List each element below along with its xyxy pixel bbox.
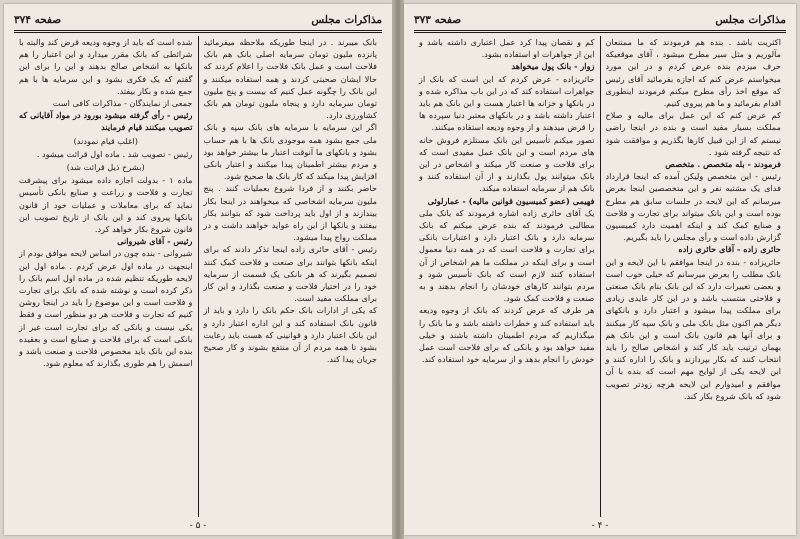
- centered-note: (بشرح ذیل قرائت شد): [66, 162, 145, 173]
- paragraph: کم عرض کنم که این عمل برای مالیه و صلاح مملکت بسیار مفید است و بنده در اینجا راضی نیستم که از این قبیل کارها بگذریم و موافقت شود که نتیجه گرفته شود .: [605, 110, 781, 157]
- paragraph: رئیس - تصویب شد . ماده اول قرائت میشود .: [36, 148, 193, 159]
- left-page-header: [14, 12, 382, 28]
- paragraph: کم و نقصان پیدا کرد عمل اعتباری داشته باشد و این از جواهرات او استفاده بشود.: [419, 37, 595, 60]
- left-page-columns: [14, 36, 382, 517]
- paragraph: حائریزاده - بنده در اینجا موافقم با این لایحه و این بانک مطلب را بعرض میرسانم که خیلی خوب است و بعضی تغییرات دارد که این بانک بنام بانک صنعتی و فلاحتی منتسب باشد و در این کار عایدی زیادی برای مملکت پیدا میشود و اعتبار دارد و بانکهای دیگر هم اکنون مثل بانک ملی و بانک سپه کار میکنند و برای آنها هم قانون بانک است و این بانک هم بهمان ترتیب باید کار کند و اشخاص صالح را باید انتخاب کنند که بکار بپردازند و بانک را اداره کنند و این لایحه یکی از لوایح مهم است که بنده با آن موافقم و امیدوارم این لایحه هرچه زودتر تصویب شود که بانک شروع بکار کند.: [605, 256, 781, 401]
- paragraph: اکثریت باشد . بنده هم فرمودند که ما ممتنعان مآلوریم و مثل سیر مطرح میشود ، آقای موقعیکه حرف میزدم بنده عرض کردم و در این مورد میخواستم عرض کنم که اجازه بفرمائید آقای رئیس که موقع اخذ رأی مطرح میکنم فرمودند اینطوری اقدام بفرمائید و ما هم پیروی کنیم.: [605, 37, 781, 109]
- book-gutter: [392, 0, 404, 539]
- right-page: [404, 4, 796, 535]
- left-page: [4, 4, 392, 535]
- right-page-title: مذاکرات مجلس: [715, 14, 786, 26]
- right-page-header: [414, 12, 786, 28]
- left-page-title: مذاکرات مجلس: [311, 14, 382, 26]
- speaker-line: رئیس - رأی گرفته میشود بورود در مواد آقایانی که تصویب میکنند قیام فرمایند: [19, 110, 193, 133]
- paragraph: هر طرف که عرض کردند که بانک از وجوه ودیعه باید استفاده کند و خطرات داشته باشد و ما بانک را میگذاریم که مردم اطمینان داشته باشند و خیلی مفید خواهد بود و بانکی که برای فلاحت است عمل خودش را انجام بدهد و از سرمایه خود استفاده کند.: [419, 305, 595, 365]
- left-page-number: صفحه ۳۷۴: [14, 14, 62, 26]
- paragraph: شده است که باید از وجوه ودیعه قرض کند والبته با شرائطی که بانک مقرر میدارد و این اعتبار را هم بانکها به اشخاص صالح بدهند و این را برای این گفتم که یک فکری بشود و این سرمایه ها با هم جمع شده و بکار بیفتد.: [19, 37, 193, 96]
- paragraph: که یکی از ادارات بانک حکم بانک را دارد و باید از قانون بانک استفاده کند و این اداره اعتبار دارد و این بانک اعتبار دارد و قوانینی که هست باید رعایت بشود تا همه مردم از آن منتفع بشوند و کار صحیح جریان پیدا کند.: [203, 305, 377, 365]
- paragraph: یک آقای حائری زاده اشاره فرمودند که بانک ملی مطالبی فرمودند که بنده عرض میکنم که بانک سرمایه دارد و بانک اعتبار دارد و اعتبارات بانکی برای تجارت و فلاحت است که در همه دنیا معمول است و برای اینکه در مملکت ما هم اشخاص از آن استفاده کنند لازم است که بانک تأسیس شود و مردم بتوانند کارهای خودشان را انجام بدهند و به صنعت و فلاحت کمک شود.: [419, 207, 595, 304]
- speaker-line: حائری زاده - آقای حائری زاده: [678, 244, 781, 255]
- right-page-left-column: [414, 36, 600, 517]
- speaker-line: رئیس - آقای شیروانی: [117, 236, 193, 247]
- paragraph: ماده ۱ - بدولت اجازه داده میشود برای پیشرفت تجارت و فلاحت و زراعت و صنایع بانکی تأسیس نماید که برای معاملات و عملیات خود از قانون بانکها پیروی کند و این بانک از تاریخ تصویب این قانون شروع بکار خواهد کرد.: [19, 175, 193, 235]
- paragraph: جمعی از نمایندگان - مذاکرات کافی است: [52, 98, 193, 109]
- paragraph: رئیس - آقای حائری زاده اینجا تذکر دادند که برای اینکه بانکها بتوانند برای صنعت و فلاحت کمک کنند تصمیم بگیرند که هر بانکی یک قسمت از سرمایه خود را در اختیار فلاحت و صنعت بگذارد و این کار برای مملکت مفید است.: [203, 244, 377, 304]
- centered-note: (اغلب قیام نمودند): [73, 135, 138, 146]
- right-header-rule: [414, 30, 786, 33]
- right-page-columns: [414, 36, 786, 517]
- speaker-line: فهیمی (عضو کمیسیون قوانین مالیه) - عمارلوئی: [427, 195, 595, 206]
- paragraph: حائریزاده - عرض کردم که این است که بانک از جواهرات استفاده کند که در این باب مذاکره شده و در بانکها و خزانه ها اعتبار هست و این بانک هم باید اعتبار داشته باشد و در بانکهای معتبر دنیا سپرده ها را قرض میدهند و از وجوه ودیعه استفاده میکنند.: [419, 73, 595, 133]
- left-page-right-column: [199, 36, 383, 517]
- paragraph: اگر این سرمایه با سرمایه های بانک سپه و بانک ملی جمع بشود همه موجودی بانک ها با هم حساب بشود و بانکهای ما آنوقت اعتبار ما بیشتر خواهد بود و مردم بیشتر اطمینان پیدا میکنند و اعتبار بانکی افزایش پیدا میکند که کار بانک ها صحیح شود.: [203, 122, 377, 182]
- right-page-footer: - ۴ -: [591, 521, 609, 531]
- left-page-left-column: [14, 36, 198, 517]
- right-page-number: صفحه ۳۷۳: [414, 14, 462, 26]
- right-page-right-column: [601, 36, 787, 517]
- paragraph: حاضر بکنند و از فردا شروع بعملیات کنند . پنج ملیون سرمایه اشخاصی که میخواهند در اینجا بکار بیندازند و از اول باید پرداخت شود که بتوانند بکار بیفتند و بانکها از این راه عواید خواهند داشت و در مملکت رواج پیدا میشود.: [203, 183, 377, 243]
- speaker-line: زوار - بانک پول میخواهد: [511, 61, 595, 72]
- paragraph: شیروانی - بنده چون در اساس لایحه موافق بودم از اینجهت در ماده اول عرض کردم . ماده اول این لایحه طوریکه تنظیم شده در ماده اول اسم بانک را ذکر کرده است و نوشته شده که بانک برای تجارت و فلاحت است و این موضوع را باید در اینجا روشن کنیم که تجارت و فلاحت هر دو منظور است و فقط یکی نیست و بانکی که برای تجارت است غیر از بانکی است که برای فلاحت و صنایع است و بعقیده بنده این بانک باید مخصوص فلاحت و صنعت باشد و اسمش را هم طوری بگذارند که معلوم شود.: [19, 248, 193, 369]
- left-page-footer: - ۵ -: [189, 521, 207, 531]
- paragraph: تصور میکنم تأسیس این بانک مستلزم فروش خانه های مردم است و این بانک عمل مفیدی است که برای فلاحت و صنعت کار میکند و اشخاص در این بانک میتوانند پول بگذارند و از آن استفاده کنند و بانک هم از سرمایه استفاده میکند.: [419, 134, 595, 194]
- paragraph: بانک میبرند . در اینجا طوریکه ملاحظه میفرمائید پانزده ملیون تومان سرمایه اصلی بانک هم بانک فلاحت است و عمل بانک فلاحت را اعلام کردند که حالا ایشان صحبتی کردند و همه استفاده میکنند و این بانک را چگونه عمل کنیم که بیست و پنج ملیون تومان سرمایه دارد و پنجاه ملیون تومان هم بانک کشاورزی دارد.: [203, 37, 377, 121]
- speaker-line: فرمودند - بله متخصص . متخصص: [665, 159, 781, 170]
- left-header-rule: [14, 30, 382, 33]
- paragraph: رئیس - این متخصص ولیکن آمده که اینجا قرارداد فدای یک مشتبه نفر و این متخصصین اینجا بعرض میرسانم که این لایحه در جلسات سابق هم مطرح بوده است و این بانک میتواند برای تجارت و فلاحت و صنایع کمک کند و اینکه اهمیت دارد کمیسیون گزارش داده است و رأی مجلس را باید بگیریم.: [605, 171, 781, 243]
